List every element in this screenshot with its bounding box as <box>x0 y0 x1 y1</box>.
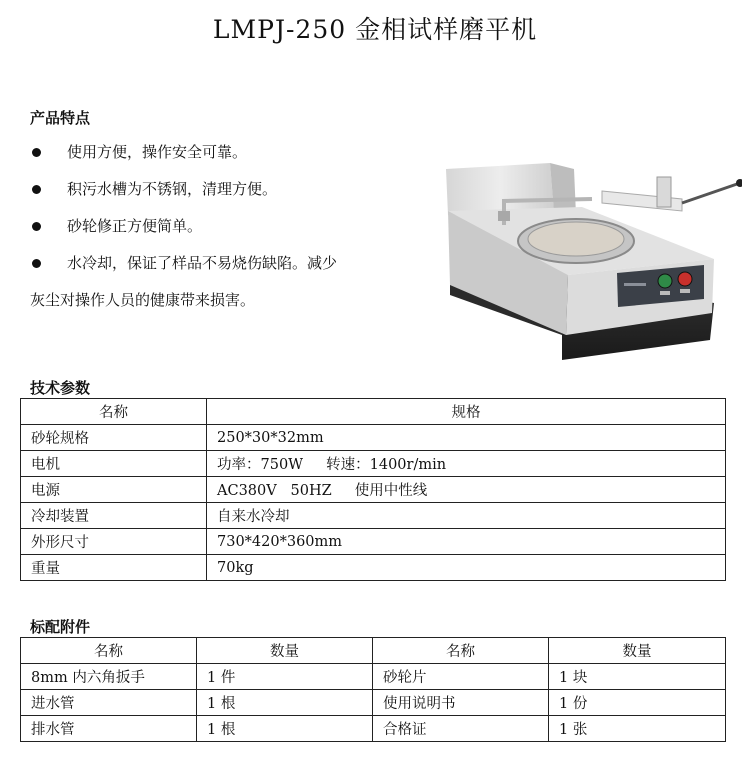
spec-name: 冷却装置 <box>21 503 207 529</box>
column-header-qty: 数量 <box>549 638 726 664</box>
bullet-icon <box>32 222 41 231</box>
column-header-name: 名称 <box>21 638 197 664</box>
accessory-name: 8mm 内六角扳手 <box>21 664 197 690</box>
specs-heading: 技术参数 <box>30 379 91 397</box>
spec-name: 电机 <box>21 451 207 477</box>
accessory-qty: 1 份 <box>549 690 726 716</box>
spec-value: 730*420*360mm <box>207 529 726 555</box>
accessory-name: 合格证 <box>373 716 549 742</box>
features-heading: 产品特点 <box>30 109 91 127</box>
feature-text: 使用方便，操作安全可靠。 <box>67 143 248 161</box>
accessory-qty: 1 件 <box>197 664 373 690</box>
spec-name: 电源 <box>21 477 207 503</box>
accessories-table <box>20 637 726 742</box>
accessory-qty: 1 块 <box>549 664 726 690</box>
table-row <box>21 716 726 742</box>
page-title: LMPJ-250 金相试样磨平机 <box>212 15 538 44</box>
table-row <box>21 503 726 529</box>
accessory-qty: 1 根 <box>197 690 373 716</box>
bullet-icon <box>32 259 41 268</box>
column-header-name: 名称 <box>373 638 549 664</box>
spec-name: 砂轮规格 <box>21 425 207 451</box>
list-item <box>30 245 410 319</box>
table-row <box>21 690 726 716</box>
bullet-icon <box>32 148 41 157</box>
spec-value: AC380V 50HZ 使用中性线 <box>207 477 726 503</box>
column-header-qty: 数量 <box>197 638 373 664</box>
table-row <box>21 664 726 690</box>
list-item <box>30 208 410 245</box>
table-header-row <box>21 399 726 425</box>
grinding-machine-image <box>442 155 742 365</box>
feature-text: 水冷却，保证了样品不易烧伤缺陷。减少 <box>67 254 338 272</box>
table-row <box>21 477 726 503</box>
spec-value: 功率：750W 转速：1400r/min <box>207 451 726 477</box>
table-row <box>21 451 726 477</box>
spec-value: 250*30*32mm <box>207 425 726 451</box>
table-row <box>21 425 726 451</box>
feature-text-continued: 灰尘对操作人员的健康带来损害。 <box>30 291 256 309</box>
features-list <box>30 134 410 319</box>
spec-name: 外形尺寸 <box>21 529 207 555</box>
list-item <box>30 134 410 171</box>
spec-value: 自来水冷却 <box>207 503 726 529</box>
feature-text: 积污水槽为不锈钢，清理方便。 <box>67 180 278 198</box>
bullet-icon <box>32 185 41 194</box>
accessory-name: 砂轮片 <box>373 664 549 690</box>
spec-value: 70kg <box>207 555 726 581</box>
accessory-name: 排水管 <box>21 716 197 742</box>
specs-table <box>20 398 726 581</box>
feature-text: 砂轮修正方便简单。 <box>67 217 203 235</box>
table-row <box>21 529 726 555</box>
accessory-name: 使用说明书 <box>373 690 549 716</box>
table-row <box>21 555 726 581</box>
accessory-qty: 1 根 <box>197 716 373 742</box>
accessory-name: 进水管 <box>21 690 197 716</box>
table-header-row <box>21 638 726 664</box>
spec-name: 重量 <box>21 555 207 581</box>
accessories-heading: 标配附件 <box>30 618 91 636</box>
accessory-qty: 1 张 <box>549 716 726 742</box>
column-header-spec: 规格 <box>207 399 726 425</box>
column-header-name: 名称 <box>21 399 207 425</box>
list-item <box>30 171 410 208</box>
